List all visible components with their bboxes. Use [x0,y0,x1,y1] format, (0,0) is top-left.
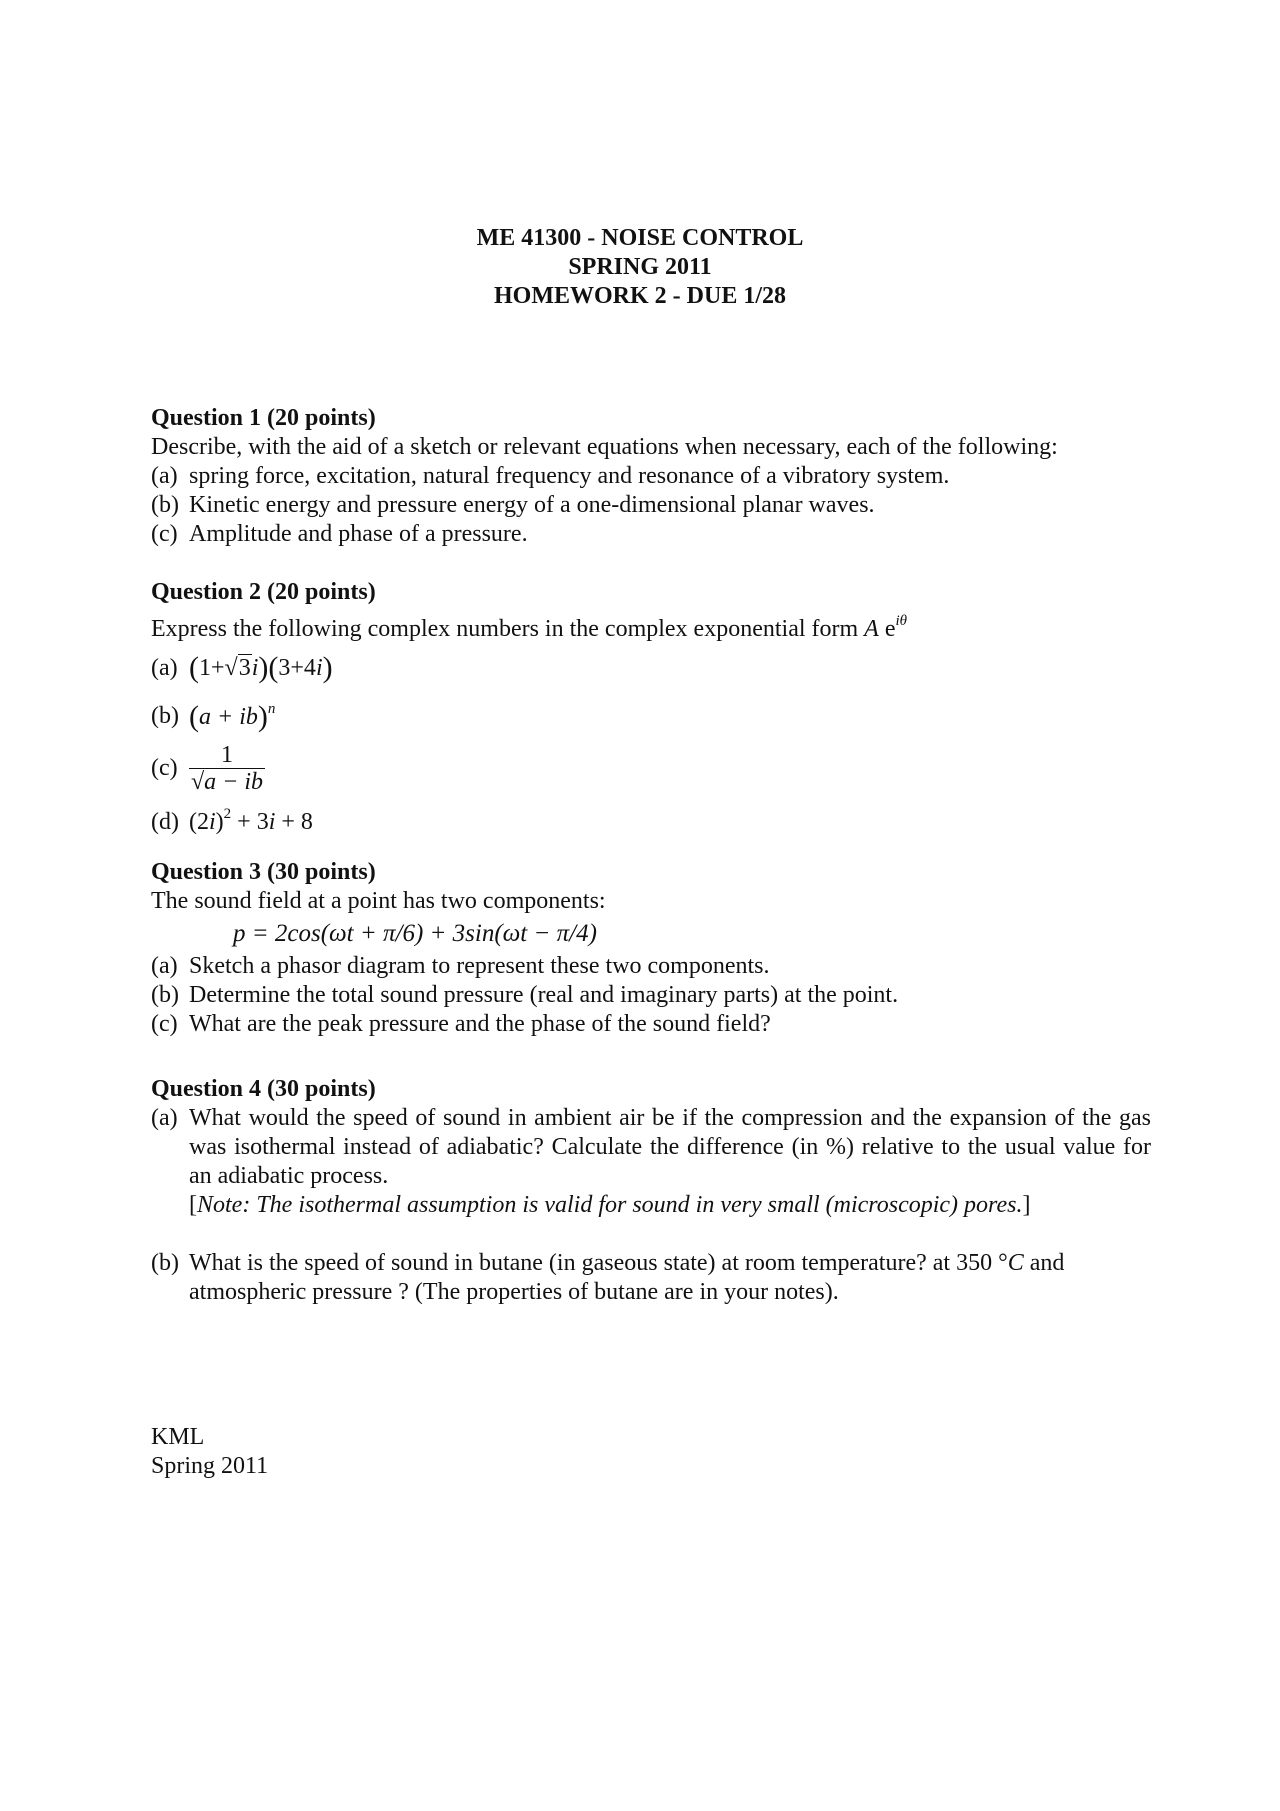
question-4 [151,1075,1151,1307]
item-text: What would the speed of sound in ambient air be if the compression and the expansion of the gas was isothermal instead of adiabatic? Calculate the difference (in %) relative to the usual value for an adiabatic process. [Note: The isothermal assumption is valid for sound in very small (microscopic) pores.] [189,1105,1151,1218]
item-text: Determine the total sound pressure (real and imaginary parts) at the point. [189,982,899,1008]
question-1-item-b [151,491,1151,520]
item-text: Amplitude and phase of a pressure. [189,521,528,547]
intro-text: Express the following complex numbers in the complex exponential form [151,616,859,642]
item-text: What are the peak pressure and the phase of the sound field? [189,1011,771,1037]
item-label: (a) [151,953,178,979]
item-text: Kinetic energy and pressure energy of a one-dimensional planar waves. [189,492,875,518]
item-label: (c) [151,1011,178,1037]
expression-a: (1+√3i)(3+4i) [189,650,333,684]
isothermal-note: [Note: The isothermal assumption is valid for sound in very small (microscopic) pores.] [189,1192,1031,1218]
form-amplitude: A [864,616,879,642]
question-3-item-b [151,981,1151,1010]
question-1-title: Question 1 (20 points) [151,405,376,431]
sound-field-equation: p = 2cos(ωt + π/6) + 3sin(ωt − π/4) [233,920,597,947]
expression-c: $\frac{1}{√a - ib}$ [191,741,264,795]
item-label: (a) [151,654,178,681]
question-2 [151,578,1151,837]
item-label: (b) [151,702,179,729]
item-text: What is the speed of sound in butane (in gaseous state) at room temperature? at 350 °C and atmospheric pressure ? (The properties of butane are in your notes). [189,1250,1071,1305]
item-label: (a) [151,1105,178,1131]
item-label: (b) [151,492,179,518]
question-4-title: Question 4 (30 points) [151,1076,376,1102]
question-3-item-c [151,1010,1151,1039]
question-3 [151,858,1151,1039]
form-exponent: iθ [895,613,908,629]
footer-term: Spring 2011 [151,1453,269,1479]
item-label: (b) [151,1250,179,1276]
author-initials: KML [151,1424,205,1450]
question-3-item-a [151,952,1151,981]
item-text: Sketch a phasor diagram to represent these two components. [189,953,770,979]
question-1-item-a [151,462,1151,491]
question-1-item-c [151,520,1151,549]
item-label: (a) [151,463,178,489]
course-title: ME 41300 - NOISE CONTROL [476,225,804,251]
question-2-item-a [151,650,1151,686]
question-1-intro: Describe, with the aid of a sketch or relevant equations when necessary, each of the following: [151,434,1058,460]
question-2-item-c [151,740,1151,796]
expression-b: (a + ib)$^n$ [189,700,276,733]
question-4-item-b [151,1249,1151,1307]
document-footer [151,1423,268,1481]
term-title: SPRING 2011 [568,254,712,280]
question-2-intro [151,607,1151,644]
question-2-item-d [151,800,1151,837]
question-4-item-a [151,1104,1151,1220]
question-3-title: Question 3 (30 points) [151,859,376,885]
question-3-intro: The sound field at a point has two components: [151,888,606,914]
expression-d: $(2i)^2 + 3i + 8$ [189,806,313,835]
question-2-item-b [151,698,1151,734]
item-label: (d) [151,809,179,835]
item-label: (c) [151,754,178,781]
question-2-title: Question 2 (20 points) [151,579,376,605]
assignment-title: HOMEWORK 2 - DUE 1/28 [494,283,786,309]
form-e: e [884,616,896,642]
document-header [0,224,1280,311]
item-label: (b) [151,982,179,1008]
item-label: (c) [151,521,178,547]
question-1 [151,404,1151,549]
item-text: spring force, excitation, natural frequency and resonance of a vibratory system. [189,463,950,489]
